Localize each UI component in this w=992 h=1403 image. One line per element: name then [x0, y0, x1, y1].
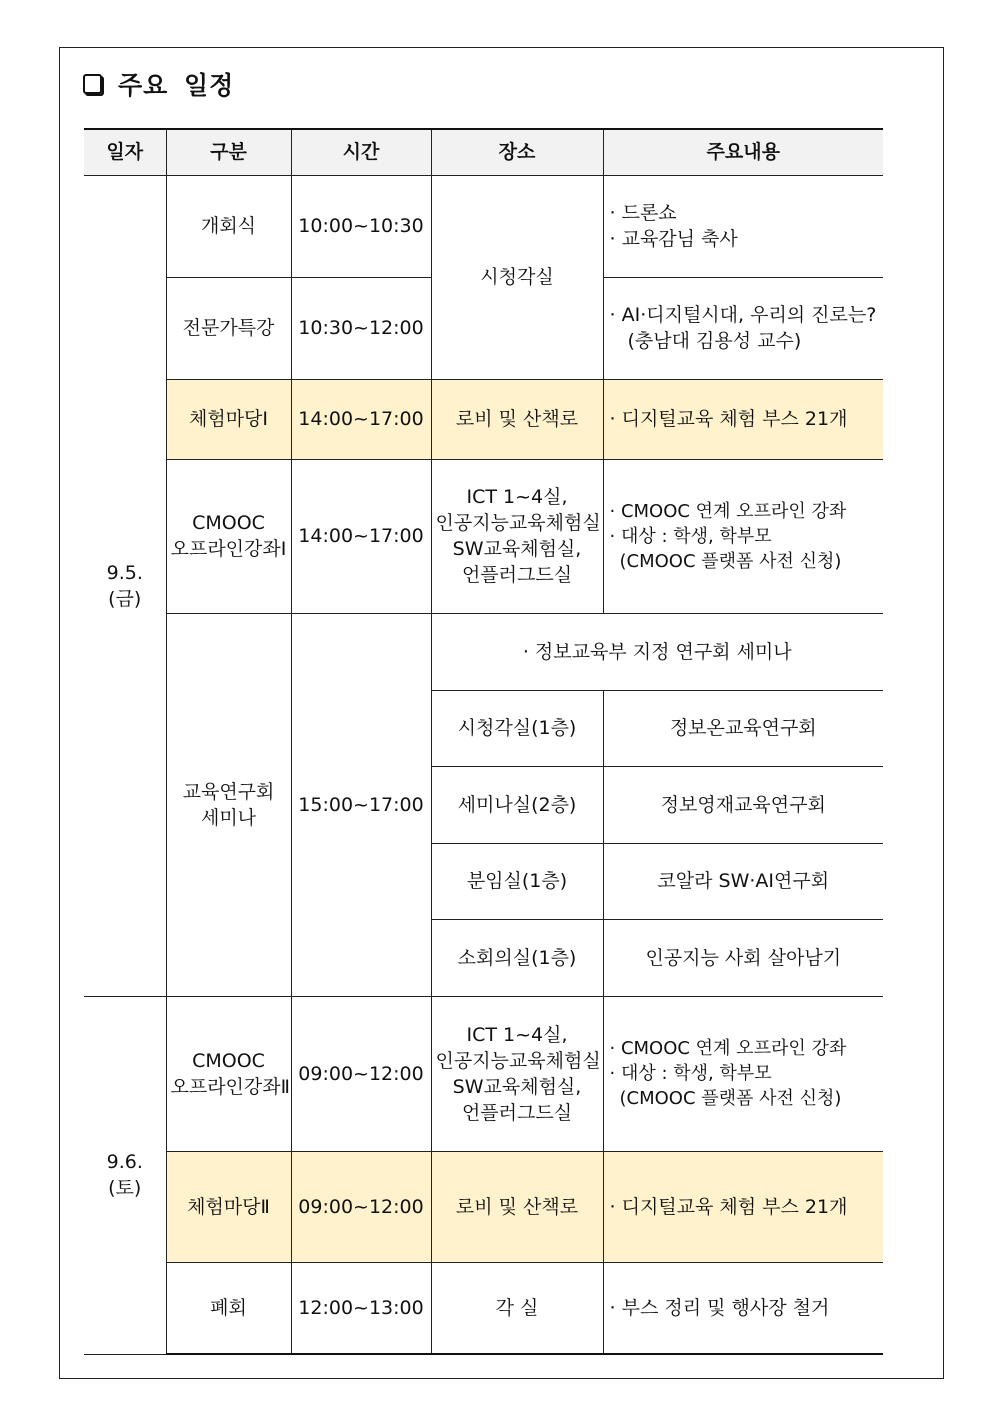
content-line: · 대상 : 학생, 학부모 [610, 524, 880, 549]
place-line: 언플러그드실 [461, 564, 573, 586]
table-row [84, 1262, 883, 1354]
table-row-highlighted [84, 1151, 883, 1262]
schedule-table [84, 128, 883, 1355]
table-row-highlighted [84, 379, 883, 459]
category-cell [166, 613, 291, 996]
place-cell: 시청각실 [431, 175, 603, 379]
weekday-text: (토) [108, 1177, 142, 1199]
date-text: 9.5. [106, 561, 143, 584]
category-line: 세미나 [200, 806, 257, 829]
place-line: 인공지능교육체험실 [435, 512, 601, 534]
content-line: (CMOOC 플랫폼 사전 신청) [619, 1088, 842, 1109]
content-line: · 부스 정리 및 행사장 철거 [610, 1295, 880, 1321]
content-line: · AI·디지털시대, 우리의 진로는? [610, 302, 880, 328]
place-cell: 분임실(1층) [431, 843, 603, 919]
table-row [84, 459, 883, 613]
section-heading [83, 66, 234, 102]
time-cell: 15:00~17:00 [291, 613, 431, 996]
header-place: 장소 [431, 129, 603, 175]
section-title: 주요 일정 [118, 71, 235, 100]
header-content: 주요내용 [603, 129, 883, 175]
content-cell [603, 459, 883, 613]
category-cell: 체험마당Ⅱ [166, 1151, 291, 1262]
place-cell: 시청각실(1층) [431, 690, 603, 766]
checkbox-icon [83, 74, 102, 94]
content-cell [603, 277, 883, 379]
category-cell: 개회식 [166, 175, 291, 277]
category-line: CMOOC [192, 512, 265, 534]
category-cell [166, 996, 291, 1151]
place-line: SW교육체험실, [452, 1075, 582, 1098]
place-line: ICT 1~4실, [466, 1023, 568, 1046]
seminar-title-cell [431, 613, 883, 690]
time-cell: 12:00~13:00 [291, 1262, 431, 1354]
date-cell-day1 [84, 175, 166, 996]
header-time: 시간 [291, 129, 431, 175]
group-cell: 인공지능 사회 살아남기 [603, 919, 883, 996]
content-line: · CMOOC 연계 오프라인 강좌 [610, 499, 880, 524]
header-row [84, 129, 883, 175]
time-cell: 09:00~12:00 [291, 996, 431, 1151]
category-cell: 폐회 [166, 1262, 291, 1354]
table-row [84, 175, 883, 277]
time-cell: 10:00~10:30 [291, 175, 431, 277]
category-line: 교육연구회 [182, 780, 275, 803]
category-line: 오프라인강좌Ⅱ [170, 1075, 290, 1098]
seminar-title: · 정보교육부 지정 연구회 세미나 [523, 641, 792, 663]
time-cell: 10:30~12:00 [291, 277, 431, 379]
place-line: 언플러그드실 [461, 1101, 573, 1124]
place-line: 인공지능교육체험실 [435, 1049, 601, 1072]
weekday-text: (금) [108, 587, 142, 610]
group-cell: 정보온교육연구회 [603, 690, 883, 766]
header-category: 구분 [166, 129, 291, 175]
place-cell: 로비 및 산책로 [431, 379, 603, 459]
place-cell: 세미나실(2층) [431, 766, 603, 843]
place-cell: 소회의실(1층) [431, 919, 603, 996]
place-cell: 각 실 [431, 1262, 603, 1354]
table-row [84, 613, 883, 690]
place-cell: 로비 및 산책로 [431, 1151, 603, 1262]
group-cell: 코알라 SW·AI연구회 [603, 843, 883, 919]
content-line: · 디지털교육 체험 부스 21개 [610, 1194, 880, 1220]
time-cell: 14:00~17:00 [291, 379, 431, 459]
date-text: 9.6. [106, 1151, 143, 1173]
category-cell [166, 459, 291, 613]
place-line: ICT 1~4실, [466, 486, 568, 508]
content-cell [603, 379, 883, 459]
date-cell-day2 [84, 996, 166, 1354]
content-cell [603, 1262, 883, 1354]
content-line: · 디지털교육 체험 부스 21개 [610, 406, 880, 432]
content-line: · 교육감님 축사 [610, 226, 880, 252]
content-line: · 드론쇼 [610, 200, 880, 226]
group-cell: 정보영재교육연구회 [603, 766, 883, 843]
content-line: · CMOOC 연계 오프라인 강좌 [610, 1036, 880, 1061]
place-line: SW교육체험실, [452, 538, 582, 560]
category-cell: 체험마당Ⅰ [166, 379, 291, 459]
category-line: 오프라인강좌Ⅰ [170, 538, 287, 560]
category-cell: 전문가특강 [166, 277, 291, 379]
content-cell [603, 1151, 883, 1262]
header-date: 일자 [84, 129, 166, 175]
content-line: (CMOOC 플랫폼 사전 신청) [619, 550, 842, 572]
time-cell: 09:00~12:00 [291, 1151, 431, 1262]
place-cell [431, 459, 603, 613]
time-cell: 14:00~17:00 [291, 459, 431, 613]
content-cell [603, 996, 883, 1151]
content-line: (충남대 김용성 교수) [627, 330, 802, 352]
table-row [84, 996, 883, 1151]
category-line: CMOOC [192, 1049, 265, 1072]
content-cell [603, 175, 883, 277]
content-line: · 대상 : 학생, 학부모 [610, 1061, 880, 1086]
place-cell [431, 996, 603, 1151]
